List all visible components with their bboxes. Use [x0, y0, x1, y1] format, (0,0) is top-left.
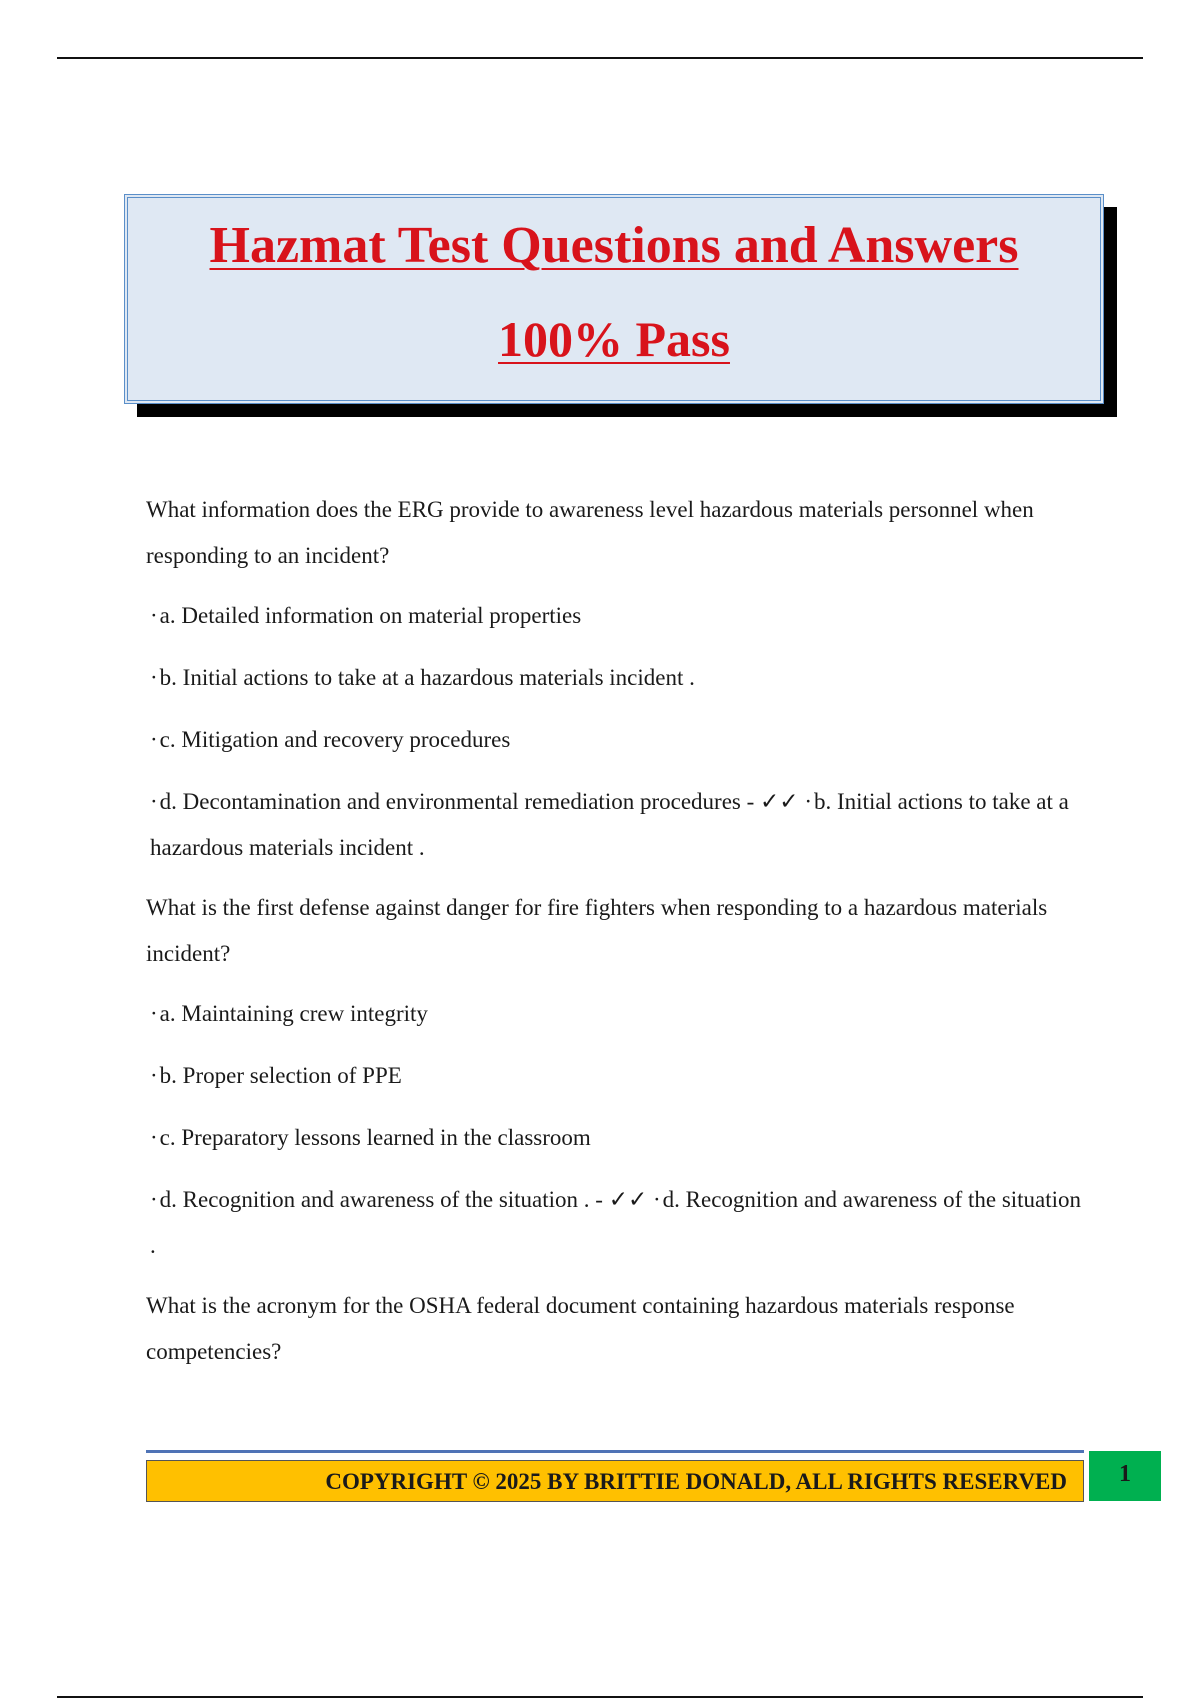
bullet: · [150, 1125, 158, 1150]
correct-answer: b. Initial actions to take at a hazardous materials incident . [150, 789, 1069, 860]
document-body [146, 487, 1091, 1389]
bullet: · [804, 789, 812, 814]
answer-option: ·a. Detailed information on material properties [150, 603, 582, 628]
check-mark-icon: ✓✓ [760, 789, 799, 815]
page-number: 1 [1089, 1451, 1161, 1501]
copyright-bar [146, 1460, 1084, 1502]
answer-option: ·d. Decontamination and environmental remediation procedures - ✓✓ ·b. Initial actions to take at a hazardous materials incident . [150, 789, 1069, 860]
bullet: · [150, 1001, 158, 1026]
bullet: · [150, 727, 158, 752]
bottom-rule [57, 1696, 1143, 1698]
correct-answer: d. Recognition and awareness of the situation . [150, 1187, 1082, 1258]
answer-option: ·d. Recognition and awareness of the situation . - ✓✓ ·d. Recognition and awareness of the situation . [150, 1187, 1082, 1258]
copyright-text: COPYRIGHT © 2025 BY BRITTIE DONALD, ALL RIGHTS RESERVED [325, 1469, 1067, 1494]
answer-option: ·c. Mitigation and recovery procedures [150, 727, 511, 752]
bullet: · [150, 1063, 158, 1088]
answer-option: ·b. Initial actions to take at a hazardous materials incident . [150, 665, 695, 690]
answer-option: ·a. Maintaining crew integrity [150, 1001, 428, 1026]
question-text: What is the acronym for the OSHA federal document containing hazardous materials response competencies? [146, 1293, 1015, 1364]
bullet: · [653, 1187, 661, 1212]
answer-option: ·b. Proper selection of PPE [150, 1063, 402, 1088]
title-box [124, 194, 1104, 404]
bullet: · [150, 665, 158, 690]
bullet: · [150, 603, 158, 628]
question-text: What is the first defense against danger for fire fighters when responding to a hazardous materials incident? [146, 895, 1048, 966]
document-subtitle: 100% Pass [498, 311, 730, 367]
top-rule [57, 57, 1143, 59]
bullet: · [150, 1187, 158, 1212]
footer-divider [146, 1450, 1084, 1453]
question-text: What information does the ERG provide to awareness level hazardous materials personnel when responding to an incident? [146, 497, 1034, 568]
document-title: Hazmat Test Questions and Answers [209, 217, 1019, 274]
check-mark-icon: ✓✓ [608, 1187, 648, 1213]
answer-option: ·c. Preparatory lessons learned in the classroom [150, 1125, 591, 1150]
bullet: · [150, 789, 158, 814]
